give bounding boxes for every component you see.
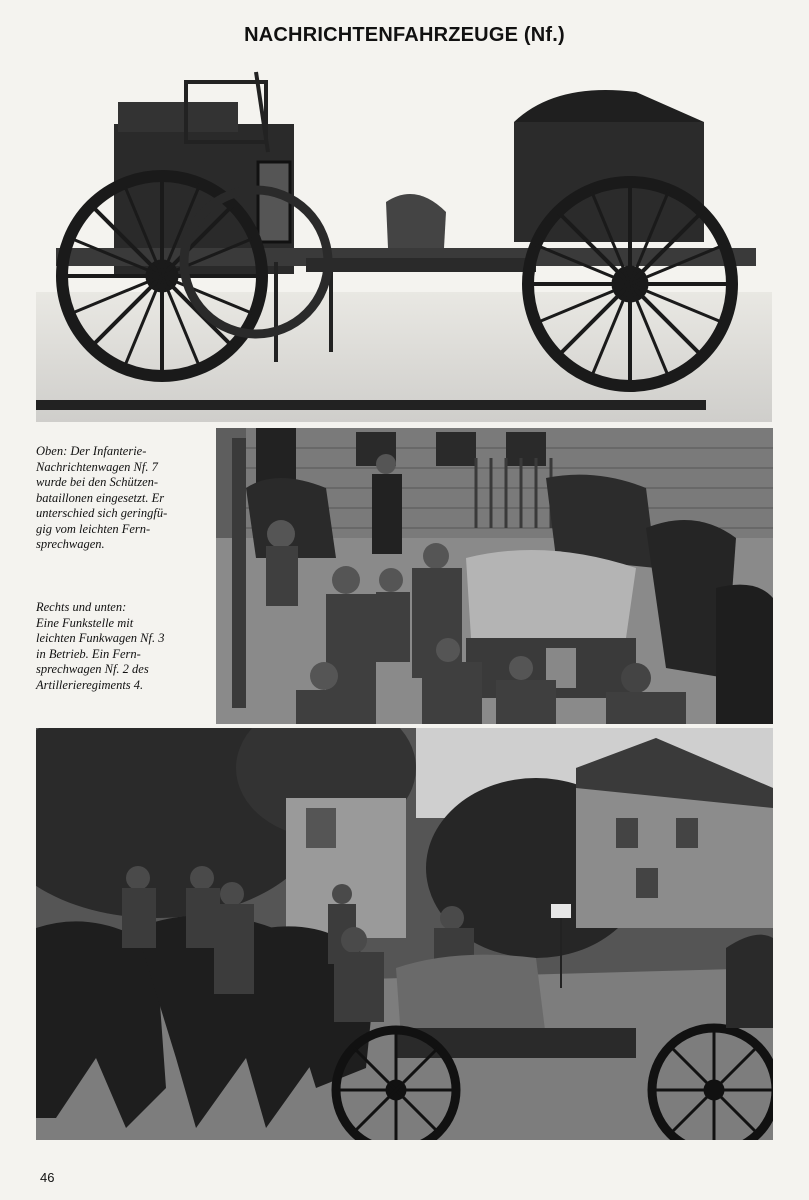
caption-box bbox=[36, 428, 214, 724]
photo-wagon-nf7 bbox=[36, 62, 772, 424]
caption-bottom: Rechts und unten: Eine Funkstelle mit leichten Funkwagen Nf. 3 in Betrieb. Ein Fern- sprechwagen Nf. 2 des Artillerieregiments 4. bbox=[36, 600, 165, 692]
page-title: NACHRICHTENFAHRZEUGE (Nf.) bbox=[244, 24, 565, 46]
photo-radio-station bbox=[216, 428, 773, 724]
caption-top: Oben: Der Infanterie- Nachrichtenwagen Nf. 7 wurde bei den Schützen- bataillonen eingesetzt. Er unterschied sich geringfü- gig vom leichten Fern- sprechwagen. bbox=[36, 444, 168, 551]
photo-telephone-wagon bbox=[36, 728, 773, 1140]
page-number: 46 bbox=[40, 1170, 55, 1185]
